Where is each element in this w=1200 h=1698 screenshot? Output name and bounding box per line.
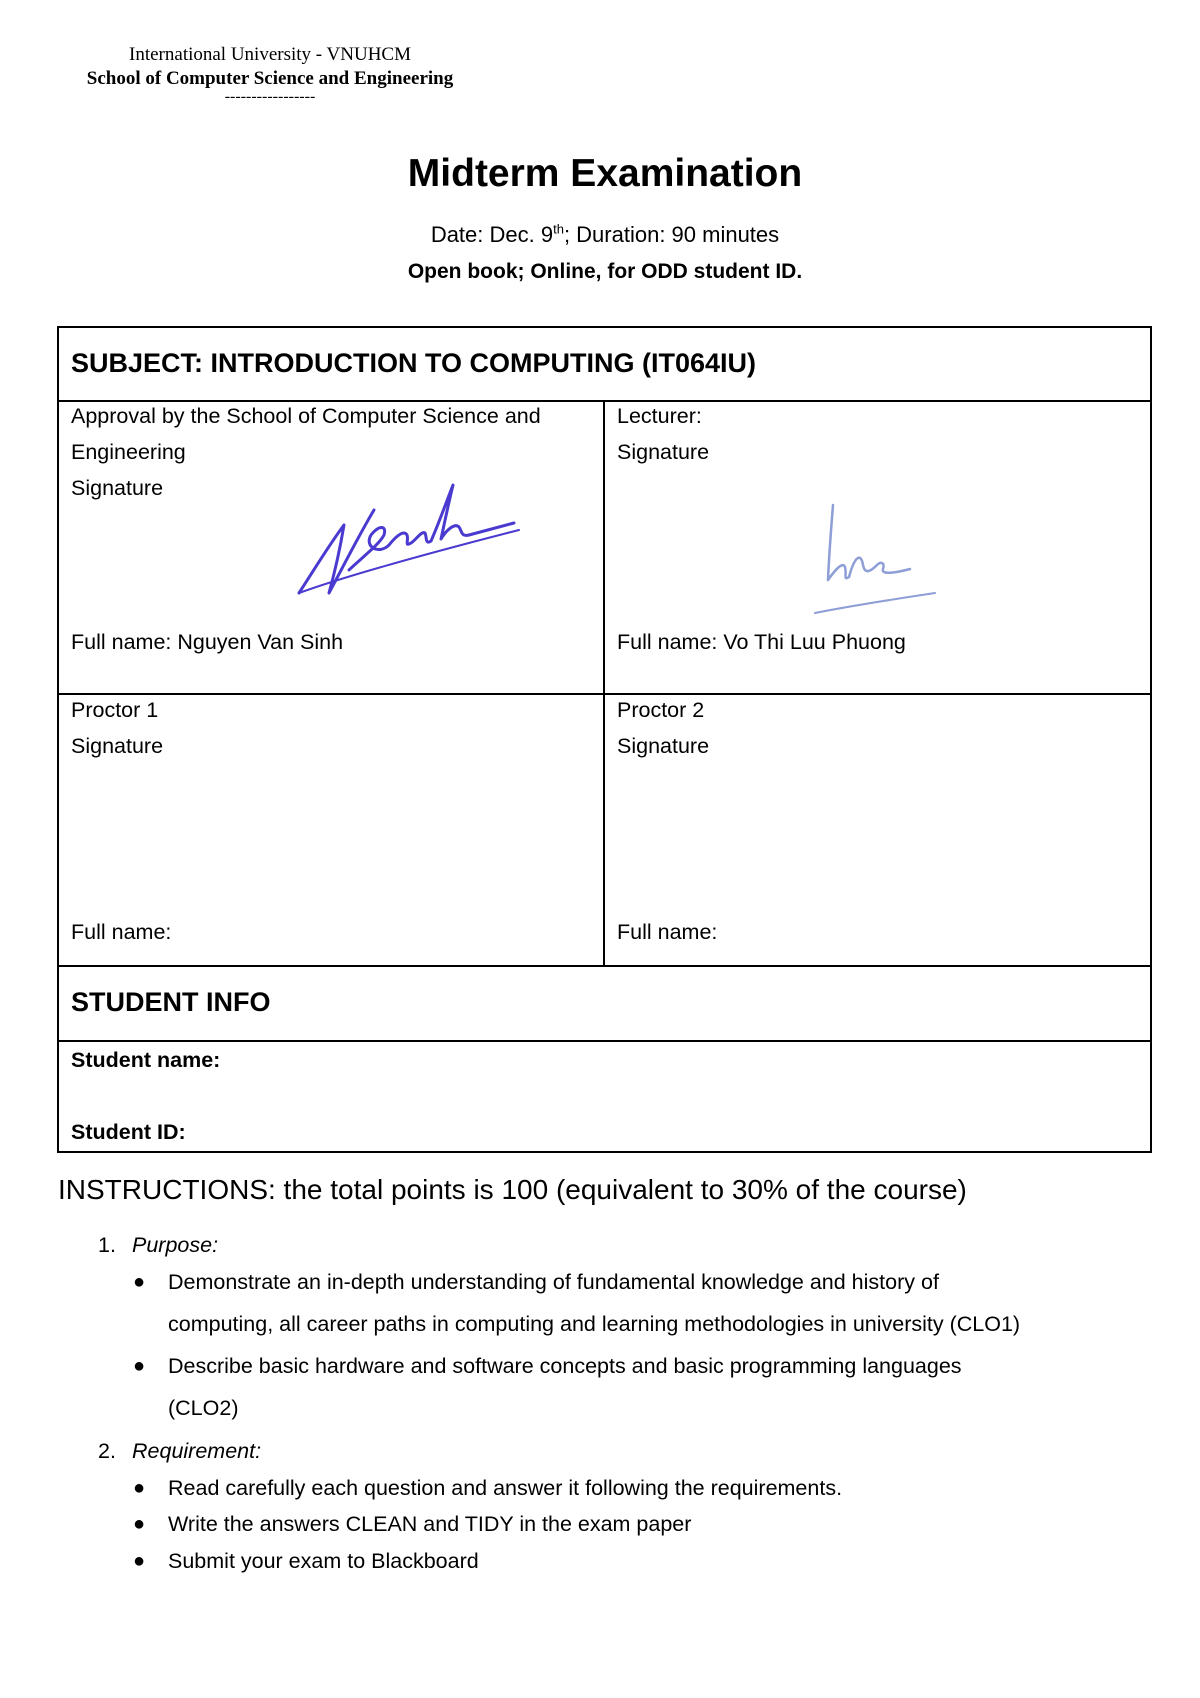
list-item: Write the answers CLEAN and TIDY in the exam paper <box>168 1512 692 1536</box>
bullet-icon: ● <box>133 1513 146 1535</box>
student-name-label: Student name: <box>71 1048 221 1072</box>
exam-mode: Open book; Online, for ODD student ID. <box>407 260 803 283</box>
exam-date-line: Date: Dec. 9th; Duration: 90 minutes <box>430 221 780 247</box>
list-item-cont: computing, all career paths in computing and learning methodologies in university (CLO1) <box>168 1312 1021 1336</box>
proctor2-full-name: Full name: <box>617 920 718 944</box>
school-name: School of Computer Science and Engineering <box>86 68 454 89</box>
proctor1-signature-label: Signature <box>71 734 164 758</box>
lecturer-cell <box>603 400 1152 695</box>
list-item: Demonstrate an in-depth understanding of fundamental knowledge and history of <box>168 1270 939 1294</box>
bullet-icon: ● <box>133 1271 146 1293</box>
approval-signature-label: Signature <box>71 476 164 500</box>
lecturer-label: Lecturer: <box>617 404 702 428</box>
section-title: Purpose: <box>132 1233 219 1257</box>
proctor2-label: Proctor 2 <box>617 698 705 722</box>
lecturer-full-name: Full name: Vo Thi Luu Phuong <box>617 630 906 654</box>
proctor2-signature-label: Signature <box>617 734 710 758</box>
header-rule: ----------------- <box>224 88 316 105</box>
proctor1-cell <box>57 693 605 967</box>
lecturer-signature-label: Signature <box>617 440 710 464</box>
approval-full-name: Full name: Nguyen Van Sinh <box>71 630 344 654</box>
exam-title: Midterm Examination <box>407 152 803 195</box>
approval-cell <box>57 400 605 695</box>
student-id-label: Student ID: <box>71 1120 186 1144</box>
student-info-header <box>57 965 1152 1042</box>
student-info-body <box>57 1040 1152 1153</box>
proctor2-cell <box>603 693 1152 967</box>
approval-signature <box>229 475 529 635</box>
list-item: Describe basic hardware and software concepts and basic programming languages <box>168 1354 962 1378</box>
proctor1-label: Proctor 1 <box>71 698 159 722</box>
subject-title: SUBJECT: INTRODUCTION TO COMPUTING (IT064IU) <box>71 348 757 378</box>
lecturer-signature <box>785 495 955 625</box>
section-title: Requirement: <box>132 1439 262 1463</box>
approval-label: Approval by the School of Computer Science and <box>71 404 541 428</box>
instructions-heading: INSTRUCTIONS: the total points is 100 (equivalent to 30% of the course) <box>58 1174 967 1205</box>
proctor1-full-name: Full name: <box>71 920 172 944</box>
subject-header <box>57 326 1152 402</box>
student-info-title: STUDENT INFO <box>71 987 271 1017</box>
section-number: 2. <box>98 1439 116 1463</box>
bullet-icon: ● <box>133 1550 146 1572</box>
bullet-icon: ● <box>133 1355 146 1377</box>
bullet-icon: ● <box>133 1477 146 1499</box>
university-name: International University - VNUHCM <box>129 44 411 65</box>
list-item: Submit your exam to Blackboard <box>168 1549 479 1573</box>
list-item: Read carefully each question and answer it following the requirements. <box>168 1476 843 1500</box>
list-item-cont: (CLO2) <box>168 1396 239 1420</box>
approval-label-cont: Engineering <box>71 440 186 464</box>
section-number: 1. <box>98 1233 116 1257</box>
